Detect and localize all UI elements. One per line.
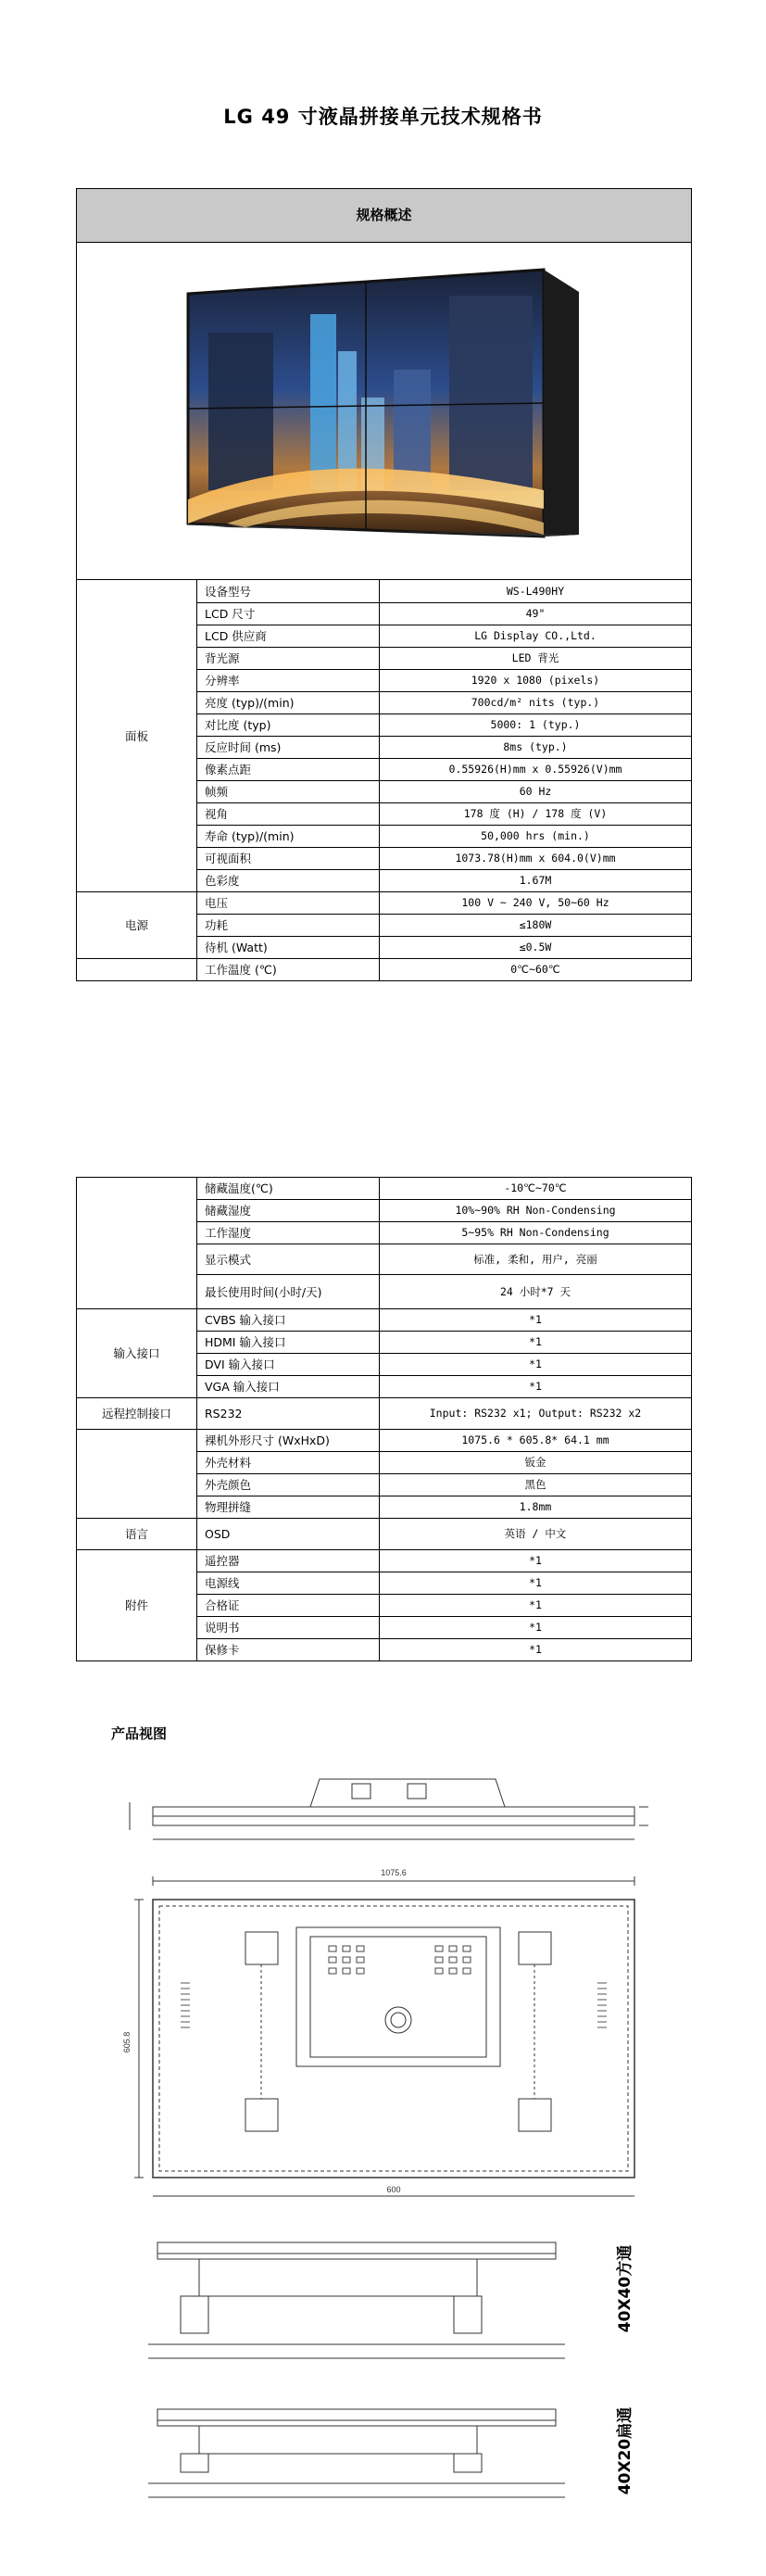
spec-label: 设备型号 <box>197 580 380 603</box>
spec-label: 寿命 (typ)/(min) <box>197 826 380 848</box>
spec-label: OSD <box>197 1519 380 1550</box>
front-width-label: 1075.6 <box>381 1868 407 1877</box>
spec-value: *1 <box>380 1309 692 1332</box>
spec-value: ≤0.5W <box>380 937 692 959</box>
spec-value: 8ms (typ.) <box>380 737 692 759</box>
spec-value: 5~95% RH Non-Condensing <box>380 1222 692 1244</box>
spec-value: 24 小时*7 天 <box>380 1275 692 1309</box>
spec-value: WS-L490HY <box>380 580 692 603</box>
spec-value: 0.55926(H)mm x 0.55926(V)mm <box>380 759 692 781</box>
spec-label: 亮度 (typ)/(min) <box>197 692 380 714</box>
spec-label: 电源线 <box>197 1572 380 1595</box>
spec-value: *1 <box>380 1332 692 1354</box>
spec-value: Input: RS232 x1; Output: RS232 x2 <box>380 1398 692 1430</box>
spec-value: 100 V ~ 240 V, 50~60 Hz <box>380 892 692 915</box>
top-view-drawing <box>130 1779 648 1839</box>
channel-40x40-label: 40X40方通 <box>616 2244 634 2333</box>
group-power: 电源 <box>77 892 197 959</box>
spec-value: 1075.6 * 605.8* 64.1 mm <box>380 1430 692 1452</box>
spec-label: 待机 (Watt) <box>197 937 380 959</box>
spec-value: 700cd/m² nits (typ.) <box>380 692 692 714</box>
spec-label: 裸机外形尺寸 (WxHxD) <box>197 1430 380 1452</box>
spec-label: 显示模式 <box>197 1244 380 1275</box>
spec-label: 色彩度 <box>197 870 380 892</box>
spec-label: HDMI 输入接口 <box>197 1332 380 1354</box>
spec-value: -10℃~70℃ <box>380 1178 692 1200</box>
spec-value: 10%~90% RH Non-Condensing <box>380 1200 692 1222</box>
spec-value: 5000: 1 (typ.) <box>380 714 692 737</box>
spec-value: 50,000 hrs (min.) <box>380 826 692 848</box>
spec-label: 背光源 <box>197 648 380 670</box>
document-title: LG 49 寸液晶拼接单元技术规格书 <box>223 106 543 128</box>
spec-value: 标准, 柔和, 用户, 亮丽 <box>380 1244 692 1275</box>
spec-value: 黑色 <box>380 1474 692 1496</box>
spec-label: 帧频 <box>197 781 380 803</box>
spec-value: LED 背光 <box>380 648 692 670</box>
spec-label: 反应时间 (ms) <box>197 737 380 759</box>
spec-label: 外壳颜色 <box>197 1474 380 1496</box>
group-panel: 面板 <box>77 580 197 892</box>
spec-label: 工作湿度 <box>197 1222 380 1244</box>
front-inner-label: 600 <box>386 2185 401 2194</box>
group-input: 输入接口 <box>77 1309 197 1398</box>
spec-label: DVI 输入接口 <box>197 1354 380 1376</box>
spec-value: 60 Hz <box>380 781 692 803</box>
spec-label: 可视面积 <box>197 848 380 870</box>
spec-value: 0℃~60℃ <box>380 959 692 981</box>
spec-label: LCD 供应商 <box>197 625 380 648</box>
spec-label: 功耗 <box>197 915 380 937</box>
spec-label: VGA 输入接口 <box>197 1376 380 1398</box>
spec-label: CVBS 输入接口 <box>197 1309 380 1332</box>
front-view-drawing <box>134 1876 634 2196</box>
spec-value: 英语 / 中文 <box>380 1519 692 1550</box>
spec-label: 说明书 <box>197 1617 380 1639</box>
spec-label: 保修卡 <box>197 1639 380 1661</box>
spec-value: LG Display CO.,Ltd. <box>380 625 692 648</box>
channel-40x20-label: 40X20扁通 <box>616 2406 634 2495</box>
spec-value: 1.8mm <box>380 1496 692 1519</box>
spec-label: 遥控器 <box>197 1550 380 1572</box>
spec-label: 合格证 <box>197 1595 380 1617</box>
spec-label: 储藏湿度 <box>197 1200 380 1222</box>
spec-value: 178 度 (H) / 178 度 (V) <box>380 803 692 826</box>
spec-value: 49" <box>380 603 692 625</box>
spec-value: *1 <box>380 1639 692 1661</box>
section-header: 规格概述 <box>77 189 692 243</box>
spec-value: 1920 x 1080 (pixels) <box>380 670 692 692</box>
spec-label: LCD 尺寸 <box>197 603 380 625</box>
spec-value: *1 <box>380 1572 692 1595</box>
spec-label: 分辨率 <box>197 670 380 692</box>
spec-label: 对比度 (typ) <box>197 714 380 737</box>
group-accessories: 附件 <box>77 1550 197 1661</box>
group-language: 语言 <box>77 1519 197 1550</box>
spec-label: 外壳材料 <box>197 1452 380 1474</box>
spec-value: 1073.78(H)mm x 604.0(V)mm <box>380 848 692 870</box>
spec-label: 像素点距 <box>197 759 380 781</box>
spec-value: *1 <box>380 1550 692 1572</box>
spec-value: 钣金 <box>380 1452 692 1474</box>
spec-value: *1 <box>380 1595 692 1617</box>
product-views-title: 产品视图 <box>111 1725 168 1742</box>
group-remote: 远程控制接口 <box>77 1398 197 1430</box>
side-view-40x20 <box>148 2409 565 2497</box>
spec-label: 工作温度 (℃) <box>197 959 380 981</box>
spec-label: 储藏温度(℃) <box>197 1178 380 1200</box>
spec-label: 电压 <box>197 892 380 915</box>
spec-value: 1.67M <box>380 870 692 892</box>
spec-label: 视角 <box>197 803 380 826</box>
spec-value: *1 <box>380 1617 692 1639</box>
spec-label: 最长使用时间(小时/天) <box>197 1275 380 1309</box>
spec-label: 物理拼缝 <box>197 1496 380 1519</box>
front-height-label: 605.8 <box>122 2031 132 2053</box>
spec-value: ≤180W <box>380 915 692 937</box>
spec-value: *1 <box>380 1376 692 1398</box>
spec-value: *1 <box>380 1354 692 1376</box>
spec-label: RS232 <box>197 1398 380 1430</box>
side-view-40x40 <box>148 2242 565 2358</box>
